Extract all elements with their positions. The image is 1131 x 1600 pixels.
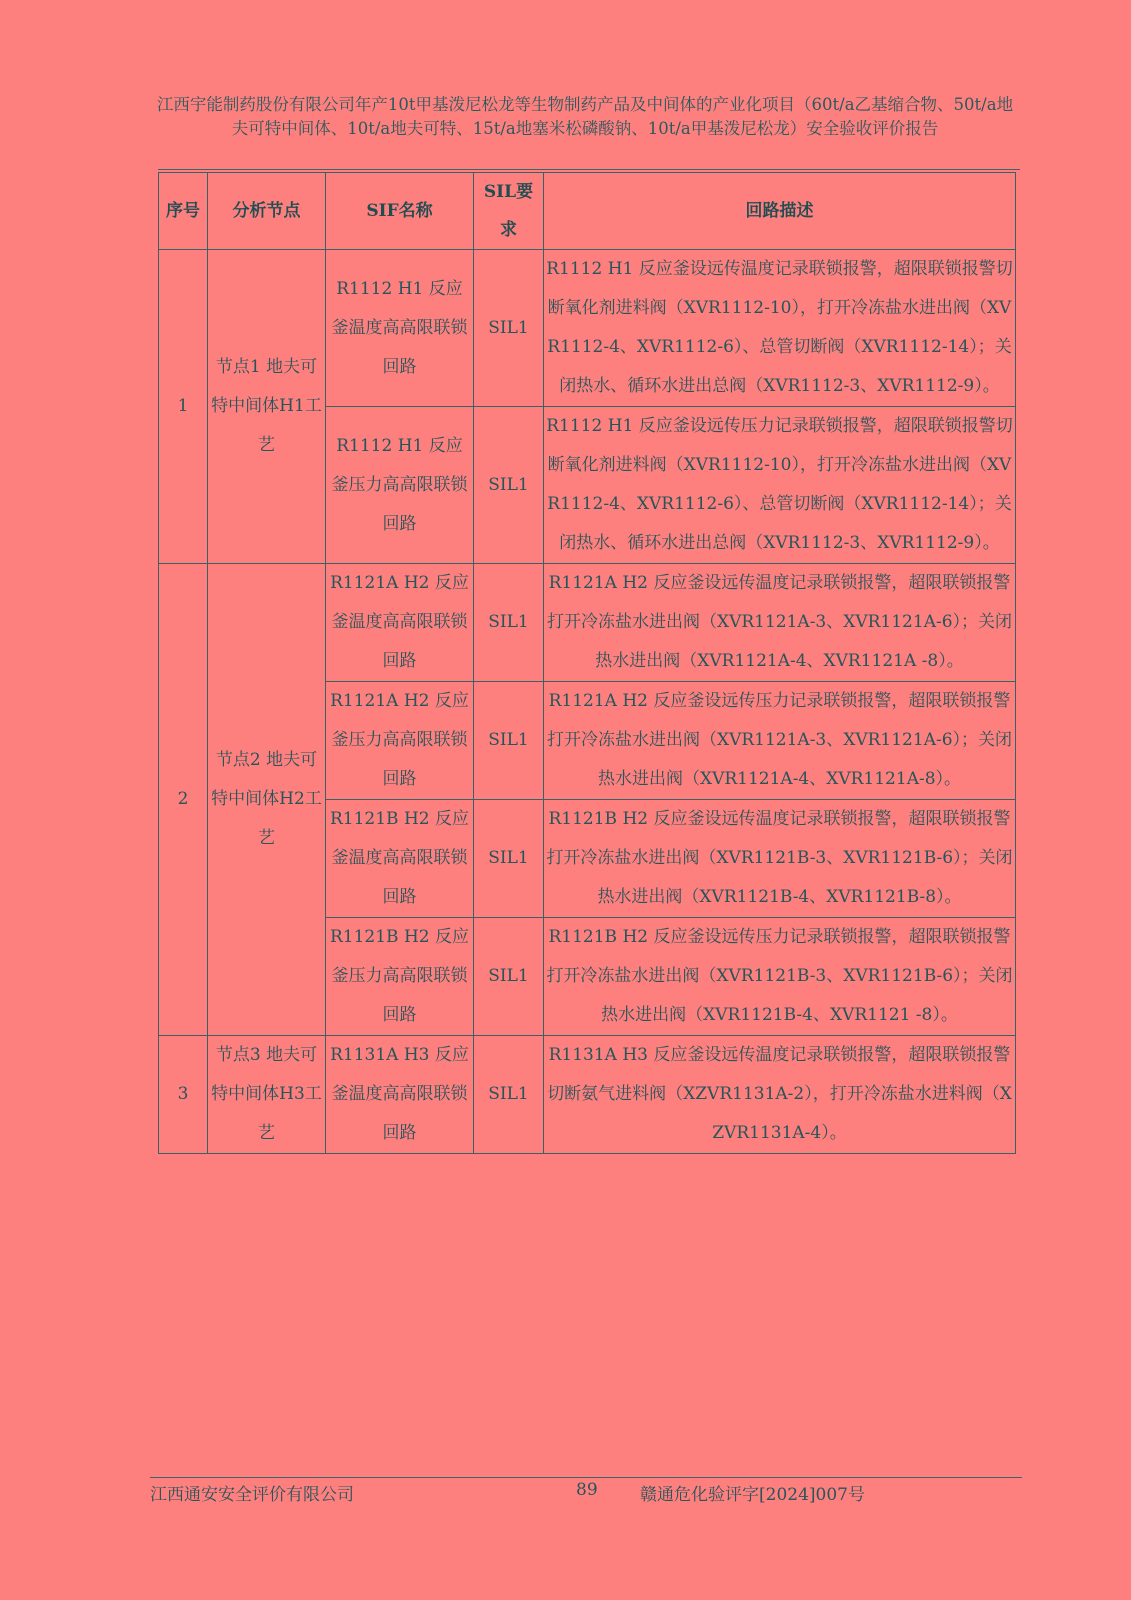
- sil-cell: SIL1: [474, 407, 544, 564]
- report-header: 江西宇能制药股份有限公司年产10t甲基泼尼松龙等生物制药产品及中间体的产业化项目（60t/a乙基缩合物、50t/a地夫可特中间体、10t/a地夫可特、15t/a地塞米松磷酸钠、10t/a甲基泼尼松龙）安全验收评价报告: [156, 95, 1014, 138]
- footer-divider: [150, 1477, 1022, 1478]
- sif-name-cell: R1112 H1 反应釜压力高高限联锁回路: [326, 407, 474, 564]
- sif-name-cell: R1112 H1 反应釜温度高高限联锁回路: [326, 250, 474, 407]
- description-cell: R1131A H3 反应釜设远传温度记录联锁报警，超限联锁报警切断氨气进料阀（XZVR1131A-2），打开冷冻盐水进料阀（XZVR1131A-4）。: [544, 1036, 1016, 1154]
- sif-name-cell: R1131A H3 反应釜温度高高限联锁回路: [326, 1036, 474, 1154]
- seq-cell: 2: [159, 564, 208, 1036]
- header-desc: 回路描述: [544, 173, 1016, 250]
- document-number: 赣通危化验评字[2024]007号: [640, 1485, 865, 1505]
- description-cell: R1121B H2 反应釜设远传温度记录联锁报警，超限联锁报警打开冷冻盐水进出阀（XVR1121B-3、XVR1121B-6）；关闭热水进出阀（XVR1121B-4、XVR1121B-8）。: [544, 800, 1016, 918]
- seq-cell: 3: [159, 1036, 208, 1154]
- sif-name-cell: R1121A H2 反应釜压力高高限联锁回路: [326, 682, 474, 800]
- sil-cell: SIL1: [474, 800, 544, 918]
- description-cell: R1121A H2 反应釜设远传温度记录联锁报警，超限联锁报警打开冷冻盐水进出阀（XVR1121A-3、XVR1121A-6）；关闭热水进出阀（XVR1121A-4、XVR1121A -8）。: [544, 564, 1016, 682]
- table-row: [159, 1036, 1016, 1154]
- sif-name-cell: R1121B H2 反应釜温度高高限联锁回路: [326, 800, 474, 918]
- sil-cell: SIL1: [474, 682, 544, 800]
- header-divider: [158, 169, 1020, 170]
- header-sif: SIF名称: [326, 173, 474, 250]
- sif-name-cell: R1121A H2 反应釜温度高高限联锁回路: [326, 564, 474, 682]
- node-cell: 节点2 地夫可特中间体H2工艺: [208, 564, 326, 1036]
- table-row: [159, 250, 1016, 407]
- description-cell: R1112 H1 反应釜设远传压力记录联锁报警，超限联锁报警切断氧化剂进料阀（XVR1112-10），打开冷冻盐水进出阀（XVR1112-4、XVR1112-6）、总管切断阀（XVR1112-14）；关闭热水、循环水进出总阀（XVR1112-3、XVR1112-9）。: [544, 407, 1016, 564]
- footer-company: 江西通安安全评价有限公司: [150, 1485, 354, 1505]
- table-row: [159, 564, 1016, 682]
- sif-table: [158, 172, 1016, 1154]
- header-sil: SIL要求: [474, 173, 544, 250]
- page-number: 89: [576, 1480, 598, 1500]
- sil-cell: SIL1: [474, 918, 544, 1036]
- node-cell: 节点3 地夫可特中间体H3工艺: [208, 1036, 326, 1154]
- header-node: 分析节点: [208, 173, 326, 250]
- sif-name-cell: R1121B H2 反应釜压力高高限联锁回路: [326, 918, 474, 1036]
- sil-cell: SIL1: [474, 564, 544, 682]
- header-seq: 序号: [159, 173, 208, 250]
- sil-cell: SIL1: [474, 1036, 544, 1154]
- description-cell: R1121B H2 反应釜设远传压力记录联锁报警，超限联锁报警打开冷冻盐水进出阀（XVR1121B-3、XVR1121B-6）；关闭热水进出阀（XVR1121B-4、XVR1121 -8）。: [544, 918, 1016, 1036]
- sil-cell: SIL1: [474, 250, 544, 407]
- seq-cell: 1: [159, 250, 208, 564]
- description-cell: R1121A H2 反应釜设远传压力记录联锁报警，超限联锁报警打开冷冻盐水进出阀（XVR1121A-3、XVR1121A-6）；关闭热水进出阀（XVR1121A-4、XVR1121A-8）。: [544, 682, 1016, 800]
- table-header-row: [159, 173, 1016, 250]
- node-cell: 节点1 地夫可特中间体H1工艺: [208, 250, 326, 564]
- description-cell: R1112 H1 反应釜设远传温度记录联锁报警，超限联锁报警切断氧化剂进料阀（XVR1112-10），打开冷冻盐水进出阀（XVR1112-4、XVR1112-6）、总管切断阀（XVR1112-14）；关闭热水、循环水进出总阀（XVR1112-3、XVR1112-9）。: [544, 250, 1016, 407]
